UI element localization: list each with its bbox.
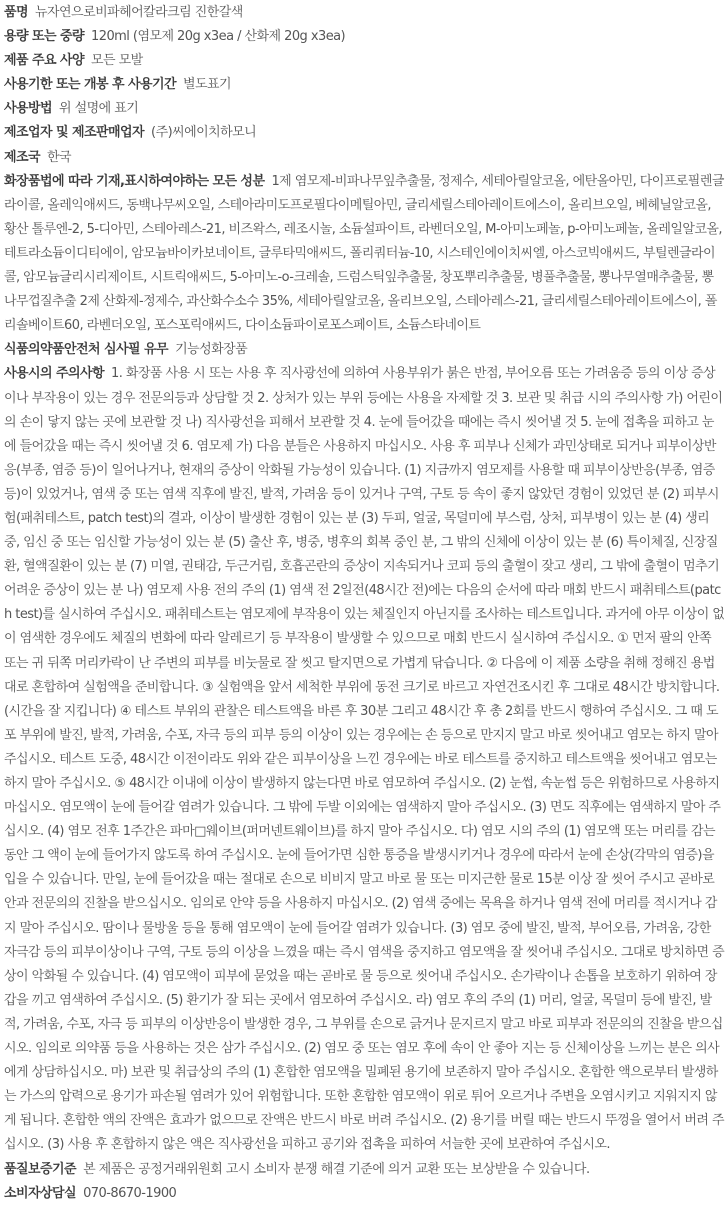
field-label: 제조국 xyxy=(4,149,41,165)
field-value: 모든 모발 xyxy=(91,53,143,69)
field-value: 070-8670-1900 xyxy=(83,1185,177,1201)
field-value: 본 제품은 공정거래위원회 고시 소비자 분쟁 해결 기준에 의거 교환 또는 보상받을 수 있습니다. xyxy=(83,1161,590,1177)
field-value: 1제 염모제-비파나무잎추출물, 정제수, 세테아릴알코올, 에탄올아민, 다이프로필렌글라이콜, 올레익애씨드, 동백나무씨오일, 스테아라미도프로필다이메틸아민, 글리세릴스테아레이트에스이, 올리브오일, 베헤닐알코올, 황산 톨루엔-2, 5-디아민, 스테아레스-21, 비즈왁스, 레조시놀, 소듐설파이트, 라벤더오일, M-아미노페놀, p-아미노페놀, 올레일알코올, 테트라소듐이디티에이, 암모늄바이카보네이트, 글루타믹애씨드, 폴리쿼터늄-10, 시스테인에이치씨엘, 아스코빅애씨드, 부틸렌글라이콜, 암모늄글리시리제이트, 시트릭애씨드, 5-아미노-o-크레솔, 드럼스틱잎추출물, 창포뿌리추출물, 병풀추출물, 뽕나무열매추출물, 뽕나무껍질추출 2제 산화제-정제수, 과산화수소수 35%, 세테아릴알코올, 올리브오일, 스테아레스-21, 글리세릴스테아레이트에스이, 폴리솔베이트60, 라벤더오일, 포스포릭애씨드, 다이소듐파이로포스페이트, 소듐스타네이트 xyxy=(4,173,724,334)
field-label: 화장품법에 따라 기재,표시하여야하는 모든 성분 xyxy=(4,173,265,189)
field-label: 제품 주요 사양 xyxy=(4,53,84,69)
field-customer-service xyxy=(4,1182,725,1206)
field-label: 소비자상담실 xyxy=(4,1185,77,1201)
field-value: 한국 xyxy=(47,149,72,165)
field-quality-warranty xyxy=(4,1158,725,1182)
field-value: 120ml (염모제 20g x3ea / 산화제 20g x3ea) xyxy=(91,29,346,45)
field-value: 별도표기 xyxy=(183,77,232,93)
field-value: (주)씨에이치하모니 xyxy=(151,125,257,141)
field-manufacturer xyxy=(4,121,725,145)
field-label: 용량 또는 중량 xyxy=(4,29,84,45)
field-ingredients xyxy=(4,170,725,339)
field-volume xyxy=(4,25,725,49)
field-label: 사용시의 주의사항 xyxy=(4,366,105,382)
field-value: 위 설명에 표기 xyxy=(59,101,139,117)
field-label: 품질보증기준 xyxy=(4,1161,77,1177)
field-value: 1. 화장품 사용 시 또는 사용 후 직사광선에 의하여 사용부위가 붉은 반점, 부어오름 또는 가려움증 등의 이상 증상이나 부작용이 있는 경우 전문의등과 상담할 것 2. 상처가 있는 부위 등에는 사용을 자제할 것 3. 보관 및 취급 시의 주의사항 가) 어린이의 손이 닿지 않는 곳에 보관할 것 나) 직사광선을 피해서 보관할 것 4. 눈에 들어갔을 때에는 즉시 씻어낼 것 5. 눈에 접촉을 피하고 눈에 들어갔을 때는 즉시 씻어낼 것 6. 염모제 가) 다음 분들은 사용하지 마십시오. 사용 후 피부나 신체가 과민상태로 되거나 피부이상반응(부종, 염증 등)이 일어나거나, 현재의 증상이 악화될 가능성이 있습니다. (1) 지금까지 염모제를 사용할 때 피부이상반응(부종, 염증 등)이 있었거나, 염색 중 또는 염색 직후에 발진, 발적, 가려움 등이 있거나 구역, 구토 등 속이 좋지 않았던 경험이 있었던 분 (2) 피부시험(패취테스트, patch test)의 결과, 이상이 발생한 경험이 있는 분 (3) 두피, 얼굴, 목덜미에 부스럼, 상처, 피부병이 있는 분 (4) 생리 중, 임신 중 또는 임신할 가능성이 있는 분 (5) 출산 후, 병중, 병후의 회복 중인 분, 그 밖의 신체에 이상이 있는 분 (6) 특이체질, 신장질환, 혈액질환이 있는 분 (7) 미열, 권태감, 두근거림, 호흡곤란의 증상이 지속되거나 코피 등의 출혈이 잦고 생리, 그 밖에 출혈이 멈추기 어려운 증상이 있는 분 나) 염모제 사용 전의 주의 (1) 염색 전 2일전(48시간 전)에는 다음의 순서에 따라 매회 반드시 패취테스트(patch test)를 실시하여 주십시오. 패취테스트는 염모제에 부작용이 있는 체질인지 아닌지를 조사하는 테스트입니다. 과거에 아무 이상이 없이 염색한 경우에도 체질의 변화에 따라 알레르기 등 부작용이 발생할 수 있으므로 매회 반드시 실시하여 주십시오. ① 먼저 팔의 안쪽 또는 귀 뒤쪽 머리카락이 난 주변의 피부를 비눗물로 잘 씻고 탈지면으로 가볍게 닦습니다. ② 다음에 이 제품 소량을 취해 정해진 용법대로 혼합하여 실험액을 준비합니다. ③ 실험액을 앞서 세척한 부위에 동전 크기로 바르고 자연건조시킨 후 그대로 48시간 방치합니다.(시간을 잘 지킵니다) ④ 테스트 부위의 관찰은 테스트액을 바른 후 30분 그리고 48시간 후 총 2회를 반드시 행하여 주십시오. 그 때 도포 부위에 발진, 발적, 가려움, 수포, 자극 등의 피부 등의 이상이 있는 경우에는 손 등으로 만지지 말고 바로 씻어내고 염모는 하지 말아 주십시오. 테스트 도중, 48시간 이전이라도 위와 같은 피부이상을 느낀 경우에는 바로 테스트를 중지하고 테스트액을 씻어내고 염모는 하지 말아 주십시오. ⑤ 48시간 이내에 이상이 발생하지 않는다면 바로 염모하여 주십시오. (2) 눈썹, 속눈썹 등은 위험하므로 사용하지 마십시오. 염모액이 눈에 들어갈 염려가 있습니다. 그 밖에 두발 이외에는 염색하지 말아 주십시오. (3) 면도 직후에는 염색하지 말아 주십시오. (4) 염모 전후 1주간은 파마□웨이브(퍼머넨트웨이브)를 하지 말아 주십시오. 다) 염모 시의 주의 (1) 염모액 또는 머리를 감는 동안 그 액이 눈에 들어가지 않도록 하여 주십시오. 눈에 들어가면 심한 통증을 발생시키거나 경우에 따라서 눈에 손상(각막의 염증)을 입을 수 있습니다. 만일, 눈에 들어갔을 때는 절대로 손으로 비비지 말고 바로 물 또는 미지근한 물로 15분 이상 잘 씻어 주시고 곧바로 안과 전문의의 진찰을 받으십시오. 임의로 안약 등을 사용하지 마십시오. (2) 염색 중에는 목욕을 하거나 염색 전에 머리를 적시거나 감지 말아 주십시오. 땀이나 물방울 등을 통해 염모액이 눈에 들어갈 염려가 있습니다. (3) 염모 중에 발진, 발적, 부어오름, 가려움, 강한 자극감 등의 피부이상이나 구역, 구토 등의 이상을 느꼈을 때는 즉시 염색을 중지하고 염모액을 잘 씻어내 주십시오. 그대로 방치하면 증상이 악화될 수 있습니다. (4) 염모액이 피부에 묻었을 때는 곧바로 물 등으로 씻어내 주십시오. 손가락이나 손톱을 보호하기 위하여 장갑을 끼고 염색하여 주십시오. (5) 환기가 잘 되는 곳에서 염모하여 주십시오. 라) 염모 후의 주의 (1) 머리, 얼굴, 목덜미 등에 발진, 발적, 가려움, 수포, 자극 등 피부의 이상반응이 발생한 경우, 그 부위를 손으로 긁거나 문지르지 말고 바로 피부과 전문의의 진찰을 받으십시오. 임의로 의약품 등을 사용하는 것은 삼가 주십시오. (2) 염모 중 또는 염모 후에 속이 안 좋아 지는 등 신체이상을 느끼는 분은 의사에게 상담하십시오. 마) 보관 및 취급상의 주의 (1) 혼합한 염모액을 밀폐된 용기에 보존하지 말아 주십시오. 혼합한 액으로부터 발생하는 가스의 압력으로 용기가 파손될 염려가 있어 위험합니다. 또한 혼합한 염모액이 위로 튀어 오르거나 주변을 오염시키고 지워지지 않게 됩니다. 혼합한 액의 잔액은 효과가 없으므로 잔액은 반드시 바로 버려 주십시오. (2) 용기를 버릴 때는 반드시 뚜껑을 열어서 버려 주십시오. (3) 사용 후 혼합하지 않은 액은 직사광선을 피하고 공기와 접촉을 피하여 서늘한 곳에 보관하여 주십시오. xyxy=(4,366,725,1153)
field-label: 사용방법 xyxy=(4,101,53,117)
field-value: 뉴자연으로비파헤어칼라크림 진한갈색 xyxy=(35,5,243,20)
field-mfds-review xyxy=(4,338,725,362)
field-precautions xyxy=(4,362,725,1157)
field-label: 식품의약품안전처 심사필 유무 xyxy=(4,342,169,358)
field-expiry xyxy=(4,73,725,97)
field-label: 품명 xyxy=(4,5,29,20)
field-label: 제조업자 및 제조판매업자 xyxy=(4,125,145,141)
field-usage xyxy=(4,97,725,121)
field-product-name xyxy=(4,1,725,25)
field-spec xyxy=(4,49,725,73)
field-label: 사용기한 또는 개봉 후 사용기간 xyxy=(4,77,177,93)
field-value: 기능성화장품 xyxy=(175,342,248,358)
field-country xyxy=(4,146,725,170)
